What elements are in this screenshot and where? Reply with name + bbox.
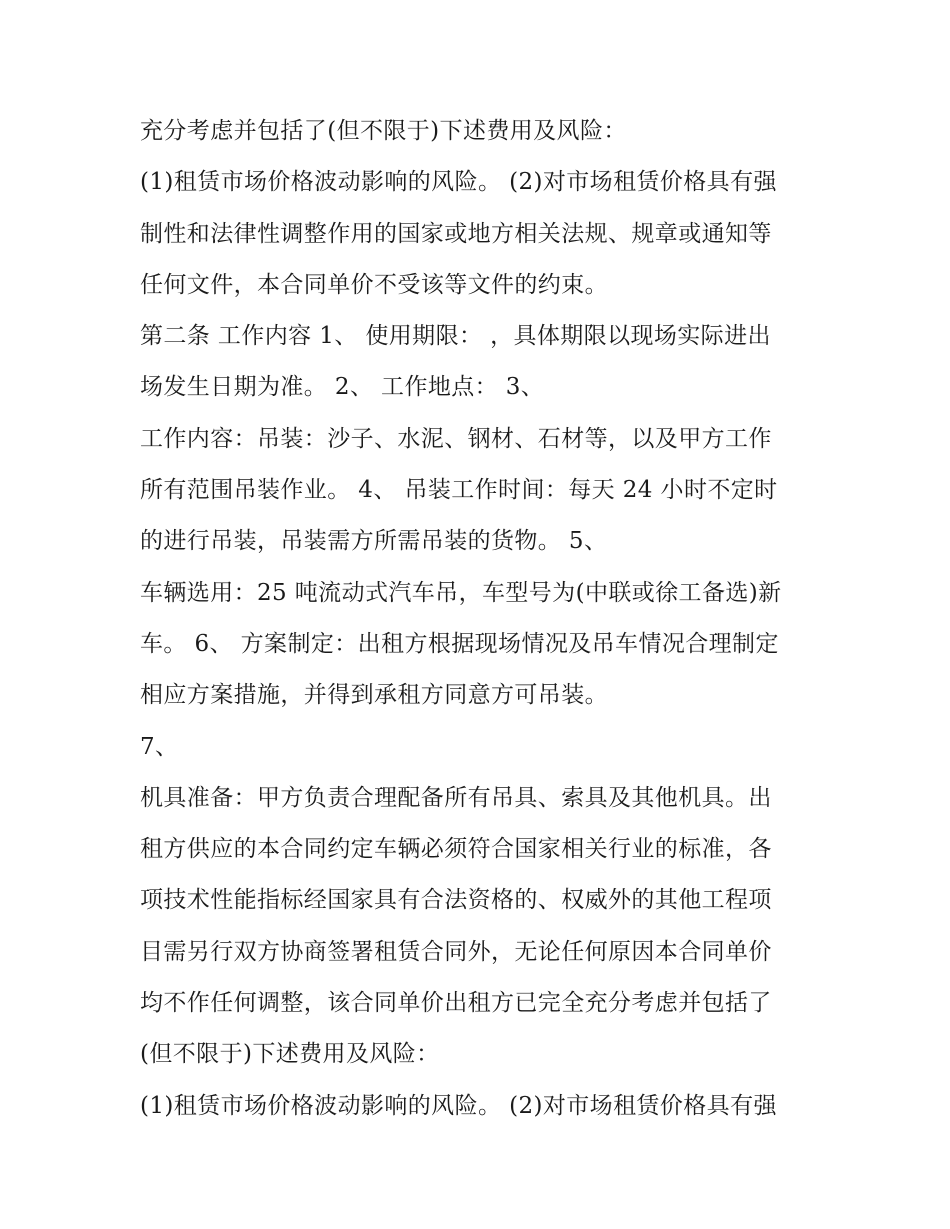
text-line: 工作内容：吊装：沙子、水泥、钢材、石材等，以及甲方工作 xyxy=(140,425,772,452)
text-line: 场发生日期为准。 2、 工作地点： 3、 xyxy=(140,374,545,401)
text-line: 目需另行双方协商签署租赁合同外，无论任何原因本合同单价 xyxy=(140,938,772,965)
text-line: 制性和法律性调整作用的国家或地方相关法规、规章或通知等 xyxy=(140,220,772,247)
text-line: 任何文件，本合同单价不受该等文件的约束。 xyxy=(140,271,608,298)
text-line: 的进行吊装，吊装需方所需吊装的货物。 5、 xyxy=(140,528,608,555)
text-line: 相应方案措施，并得到承租方同意方可吊装。 xyxy=(140,682,608,709)
text-line: 充分考虑并包括了(但不限于)下述费用及风险： xyxy=(140,118,627,144)
text-line: (1)租赁市场价格波动影响的风险。 (2)对市场租赁价格具有强 xyxy=(140,169,777,196)
document-body xyxy=(140,106,820,1132)
text-line: 车辆选用：25 吨流动式汽车吊，车型号为(中联或徐工备选)新 xyxy=(140,579,782,606)
text-line: 租方供应的本合同约定车辆必须符合国家相关行业的标准，各 xyxy=(140,836,772,863)
text-line: 车。 6、 方案制定：出租方根据现场情况及吊车情况合理制定 xyxy=(140,630,779,657)
text-line: 机具准备：甲方负责合理配备所有吊具、索具及其他机具。出 xyxy=(140,784,772,811)
text-line: 7、 xyxy=(140,733,179,760)
text-line: (但不限于)下述费用及风险： xyxy=(140,1041,440,1068)
text-line: 项技术性能指标经国家具有合法资格的、权威外的其他工程项 xyxy=(140,887,772,914)
text-line: 均不作任何调整，该合同单价出租方已完全充分考虑并包括了 xyxy=(140,990,772,1017)
text-line: 第二条 工作内容 1、 使用期限： ，具体期限以现场实际进出 xyxy=(140,323,771,350)
text-line: 所有范围吊装作业。 4、 吊装工作时间：每天 24 小时不定时 xyxy=(140,477,778,504)
text-line: (1)租赁市场价格波动影响的风险。 (2)对市场租赁价格具有强 xyxy=(140,1092,777,1119)
